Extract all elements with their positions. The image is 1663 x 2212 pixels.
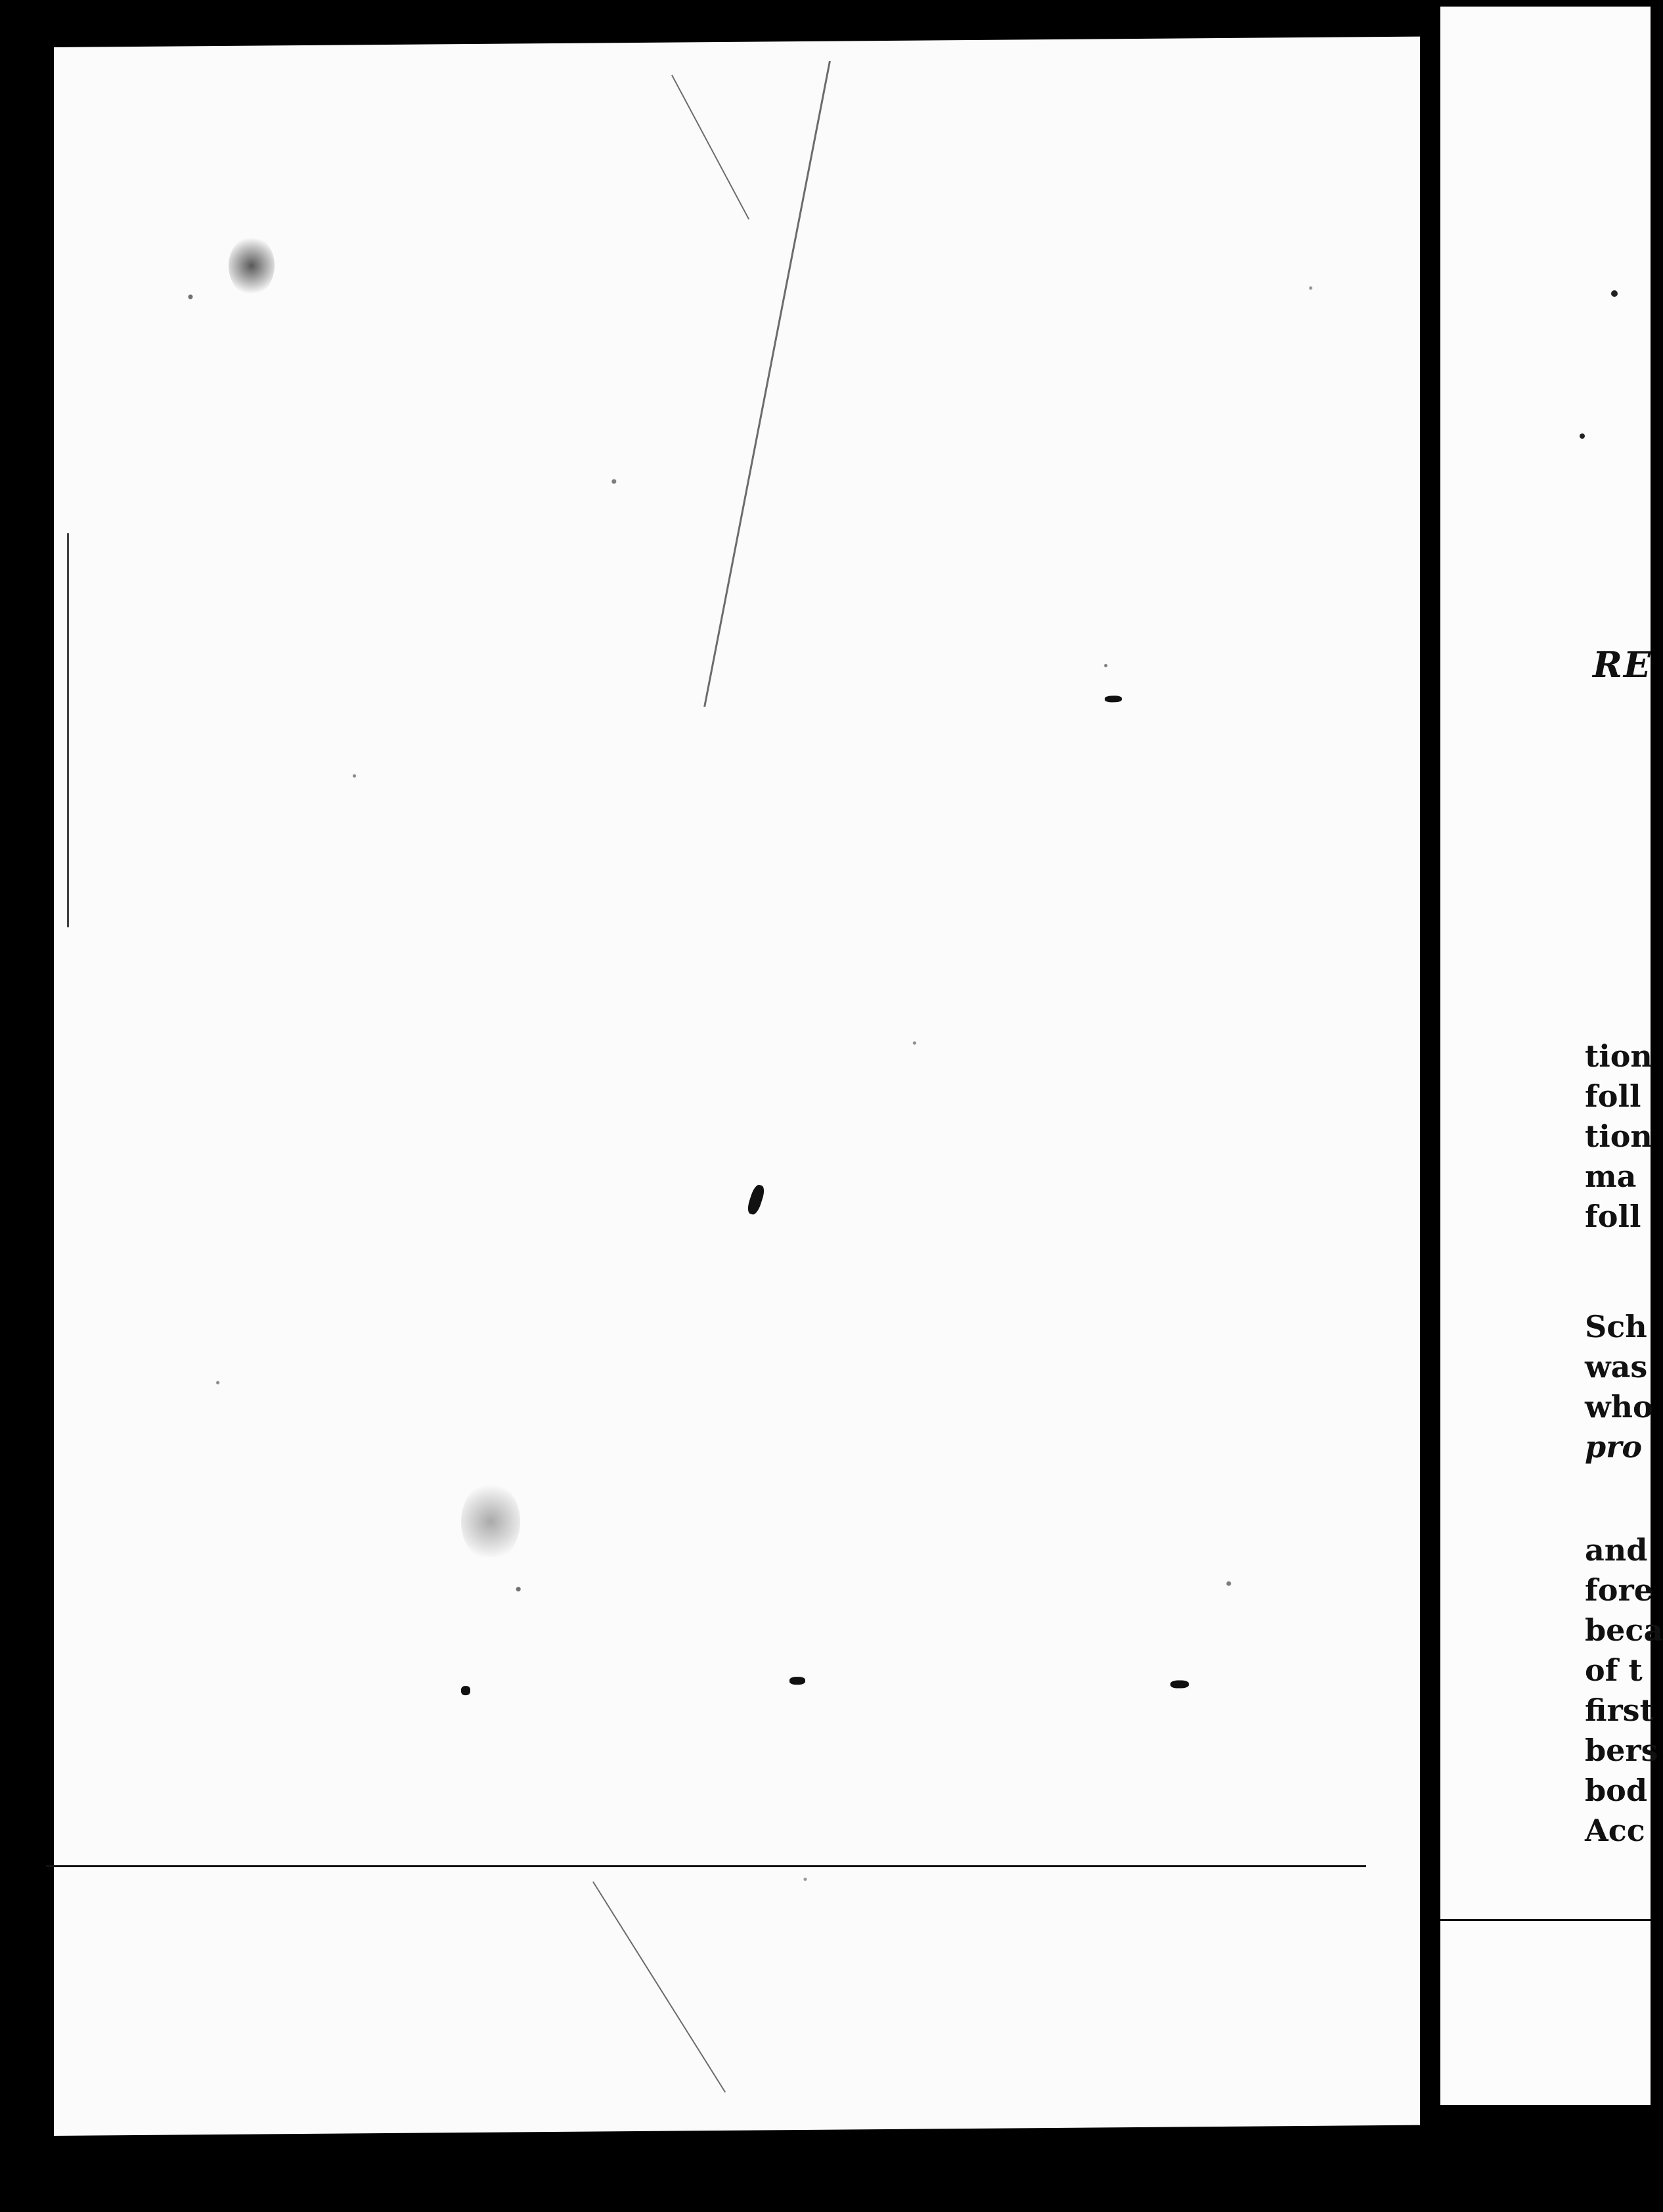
paragraph-1 — [1585, 1036, 1652, 1237]
scan-border-line — [1440, 1919, 1651, 1921]
ink-speck — [461, 1686, 470, 1695]
ink-blot — [461, 1482, 520, 1561]
paragraph-2 — [1585, 1307, 1653, 1467]
scan-border-line — [46, 1865, 1366, 1867]
right-page-text — [1440, 7, 1663, 2105]
ink-speck — [1105, 696, 1122, 702]
paragraph-3 — [1585, 1530, 1663, 1851]
text-line: of t — [1585, 1652, 1643, 1688]
text-line: and — [1585, 1532, 1648, 1568]
book-gutter — [1422, 0, 1440, 2102]
text-line: foll — [1585, 1078, 1641, 1114]
left-page-blank — [54, 37, 1420, 2136]
ink-speck — [1580, 433, 1585, 439]
text-line: first — [1585, 1692, 1654, 1728]
ink-blot — [229, 236, 275, 296]
text-line: bod — [1585, 1773, 1648, 1808]
ink-speck — [1170, 1680, 1189, 1688]
section-heading: RE — [1593, 644, 1652, 686]
text-line: pro — [1585, 1429, 1643, 1465]
text-line: bers — [1585, 1733, 1658, 1768]
text-line: foll — [1585, 1199, 1641, 1234]
scan-scratch — [703, 61, 831, 707]
text-line: ma — [1585, 1159, 1637, 1194]
text-line: was — [1585, 1349, 1648, 1384]
text-line: who — [1585, 1389, 1653, 1425]
ink-speck — [1611, 290, 1618, 297]
ink-speck — [789, 1677, 805, 1685]
text-line: beca — [1585, 1612, 1663, 1648]
scan-scratch — [671, 75, 749, 220]
scan-scratch — [592, 1881, 726, 2092]
ink-speck — [745, 1183, 766, 1216]
text-line: Acc — [1585, 1813, 1645, 1848]
scan-scratch — [67, 533, 69, 927]
text-line: tion — [1585, 1038, 1652, 1074]
text-line: Sch — [1585, 1309, 1647, 1344]
text-line: fore — [1585, 1572, 1653, 1608]
text-line: tion — [1585, 1118, 1652, 1154]
